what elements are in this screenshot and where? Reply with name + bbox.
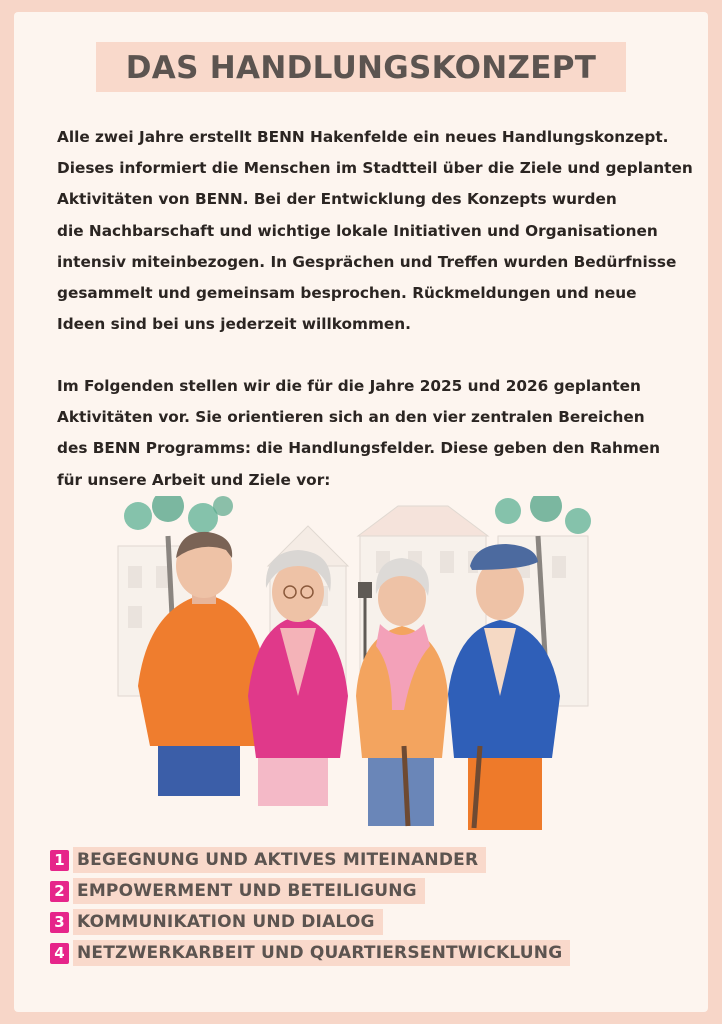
- number-badge: 3: [50, 912, 69, 933]
- title-highlight: [96, 42, 626, 92]
- intro-paragraph: Alle zwei Jahre erstellt BENN Hakenfelde ein neues Handlungskonzept. Dieses informiert die Menschen im Stadtteil über die Ziele und geplanten Aktivitäten von BENN. Bei der Entwicklung des Konzepts wurden die Nachbarschaft und wichtige lokale Initiativen und Organisationen intensiv miteinbezogen. In Gesprächen und Treffen wurden Bedürfnisse gesammelt und gemeinsam besprochen. Rückmeldungen und neue Ideen sind bei uns jederzeit willkommen.: [57, 128, 693, 334]
- action-field-label: KOMMUNIKATION UND DIALOG: [73, 909, 383, 935]
- action-field-label: NETZWERKARBEIT UND QUARTIERSENTWICKLUNG: [73, 940, 570, 966]
- action-field-1: [50, 846, 486, 874]
- action-field-3: [50, 908, 383, 936]
- number-badge: 1: [50, 850, 69, 871]
- action-field-label: BEGEGNUNG UND AKTIVES MITEINANDER: [73, 847, 486, 873]
- page-title: DAS HANDLUNGSKONZEPT: [125, 50, 597, 86]
- action-field-2: [50, 877, 425, 905]
- seniors-illustration: [108, 496, 596, 836]
- number-badge: 2: [50, 881, 69, 902]
- action-field-4: [50, 939, 570, 967]
- activities-paragraph: Im Folgenden stellen wir die für die Jahre 2025 und 2026 geplanten Aktivitäten vor. Sie orientieren sich an den vier zentralen Bereichen des BENN Programms: die Handlungsfelder. Diese geben den Rahmen für unsere Arbeit und Ziele vor:: [57, 377, 661, 489]
- number-badge: 4: [50, 943, 69, 964]
- action-field-label: EMPOWERMENT UND BETEILIGUNG: [73, 878, 425, 904]
